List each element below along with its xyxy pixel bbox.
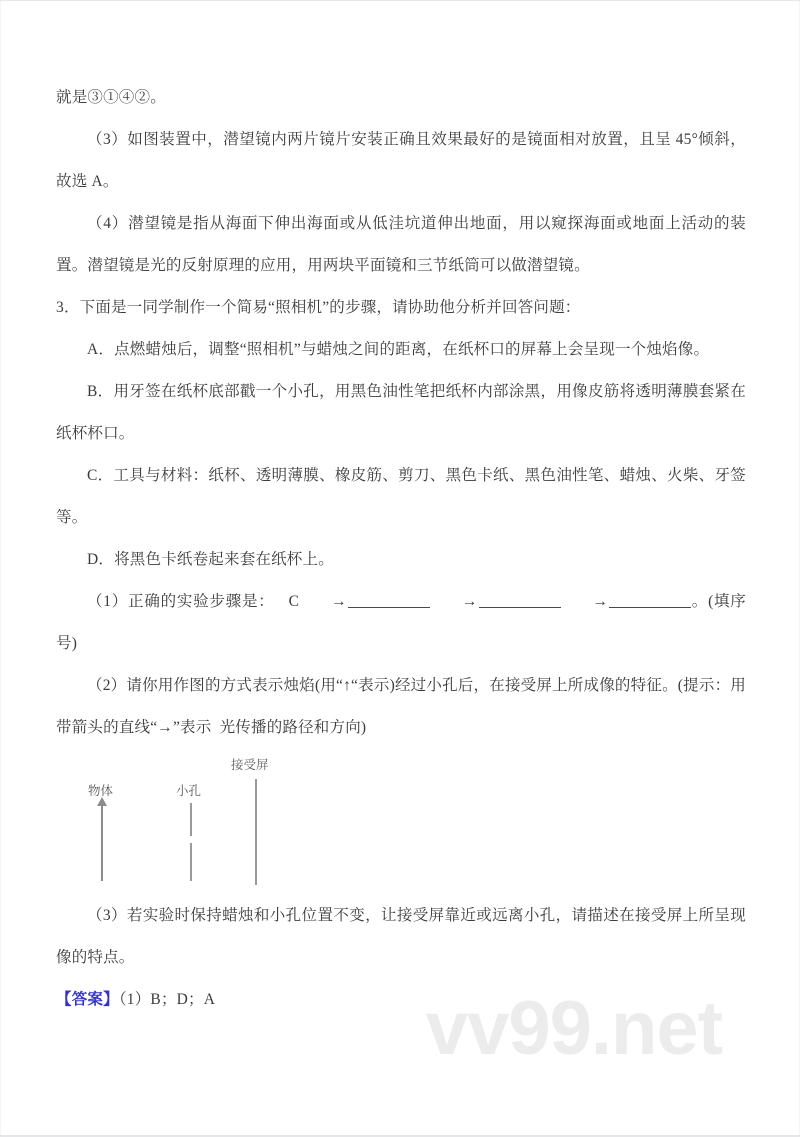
object-arrow-shaft-icon <box>101 803 103 881</box>
answer-blank-1[interactable] <box>348 607 430 608</box>
diagram-label-pinhole: 小孔 <box>176 784 202 798</box>
arrow-glyph-1: → <box>331 593 347 610</box>
page-left-border <box>0 1 1 1135</box>
answer-line <box>56 979 746 1021</box>
paragraph-step-d: D．将黑色卡纸卷起来套在纸杯上。 <box>87 551 334 568</box>
answer-tag: 【答案】 <box>56 991 119 1008</box>
diagram-label-object: 物体 <box>88 784 114 798</box>
receiving-screen-line-icon <box>255 779 257 885</box>
page-content <box>56 1 746 1021</box>
pinhole-camera-diagram <box>68 755 388 895</box>
diagram-label-screen: 接受屏 <box>231 758 269 772</box>
paragraph-step-a: A．点燃蜡烛后，调整“照相机”与蜡烛之间的距离，在纸杯口的屏幕上会呈现一个烛焰像。 <box>87 341 710 358</box>
paragraph-sub-question-3: （3）若实验时保持蜡烛和小孔位置不变，让接受屏靠近或远离小孔，请描述在接受屏上所呈现像的特点。 <box>56 907 746 966</box>
paragraph-sequence-answer: 就是③①④②。 <box>56 89 166 106</box>
paragraph-sub-question-1 <box>56 581 746 665</box>
pinhole-barrier-upper-icon <box>190 803 192 836</box>
answer-blank-3[interactable] <box>609 607 691 608</box>
answer-text: （1）B；D；A <box>118 991 216 1008</box>
sub-question-1-prefix: （1）正确的实验步骤是： <box>87 593 275 610</box>
paragraph-step-c: C．工具与材料：纸杯、透明薄膜、橡皮筋、剪刀、黑色卡纸、黑色油性笔、蜡烛、火柴、牙签等。 <box>56 467 746 526</box>
paragraph-periscope-mirror-angle: （3）如图装置中，潜望镜内两片镜片安装正确且效果最好的是镜面相对放置，且呈 45°倾斜，故选 A。 <box>56 131 746 190</box>
answer-blank-2[interactable] <box>479 607 561 608</box>
pinhole-barrier-lower-icon <box>190 843 192 881</box>
site-watermark: vv99.net <box>425 986 722 1071</box>
paragraph-periscope-definition: （4）潜望镜是指从海面下伸出海面或从低洼坑道伸出地面，用以窥探海面或地面上活动的装置。潜望镜是光的反射原理的应用，用两块平面镜和三节纸筒可以做潜望镜。 <box>56 215 746 274</box>
sub-question-1-first-step: C <box>288 593 300 610</box>
arrow-glyph-2: → <box>461 593 478 610</box>
paragraph-step-b: B．用牙签在纸杯底部戳一个小孔，用黑色油性笔把纸杯内部涂黑，用像皮筋将透明薄膜套紧在纸杯杯口。 <box>56 383 746 442</box>
arrow-glyph-3: → <box>592 593 609 610</box>
paragraph-question-3-stem: 3．下面是一同学制作一个简易“照相机”的步骤，请协助他分析并回答问题： <box>56 299 581 316</box>
paragraph-sub-question-2: （2）请你用作图的方式表示烛焰(用“↑“表示)经过小孔后，在接受屏上所成像的特征。(提示：用带箭头的直线“→”表示 光传播的路径和方向) <box>56 677 746 736</box>
top-spacer <box>56 1 746 77</box>
sub-question-1-suffix: 。(填序号) <box>56 593 747 652</box>
